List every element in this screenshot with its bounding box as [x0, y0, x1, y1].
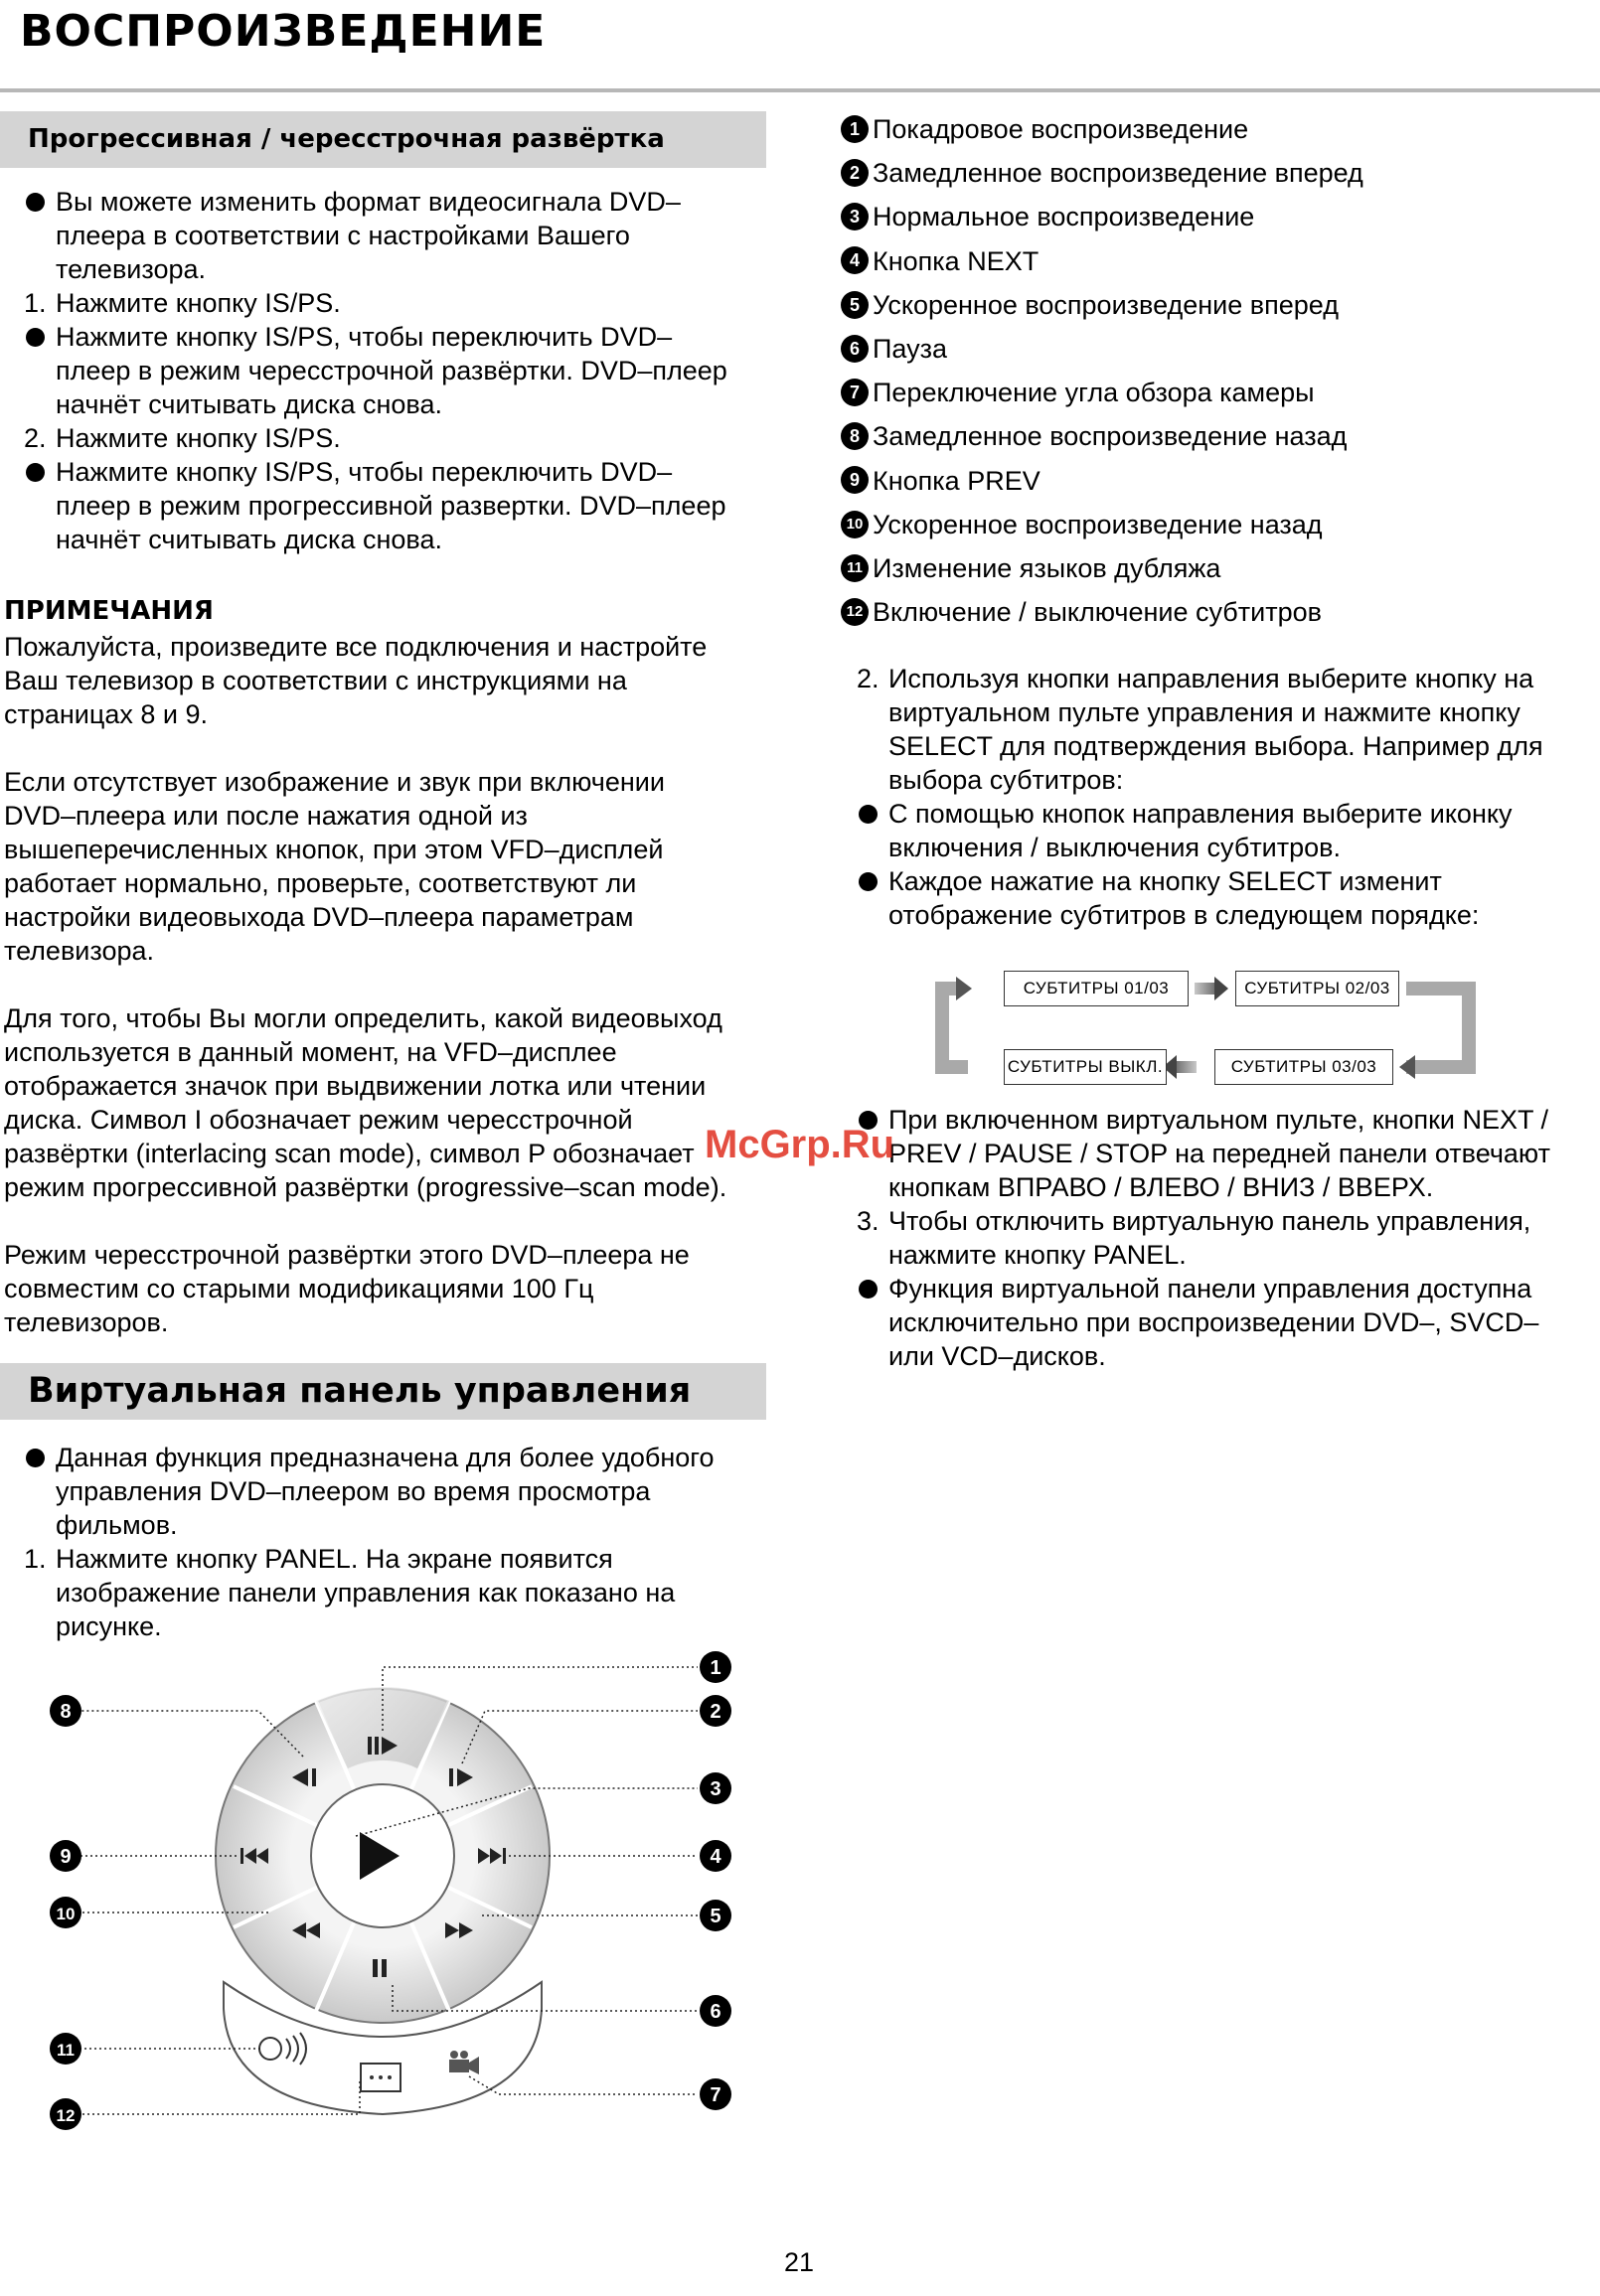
text-line: или VCD–дисков.: [888, 1341, 1106, 1371]
text-line: кнопкам ВПРАВО / ВЛЕВО / ВНИЗ / ВВЕРХ.: [888, 1172, 1434, 1202]
text-line: управления DVD–плеером во время просмотра фильмов.: [56, 1476, 651, 1540]
section-virtual-panel-title: Виртуальная панель управления: [28, 1371, 692, 1411]
note-line: телевизоров.: [4, 1307, 169, 1337]
legend-item: [841, 416, 1347, 456]
legend-item: [841, 241, 1039, 281]
subtitle-state-2: СУБТИТРЫ 02/03: [1235, 971, 1399, 1006]
note-line: отображается значок при выдвижении лотка или чтении: [4, 1071, 707, 1101]
bullet-icon: [26, 328, 45, 347]
subtitle-cycle-diagram: [934, 969, 1481, 1088]
note-line: Для того, чтобы Вы могли определить, какой видеовыход: [4, 1003, 722, 1033]
note-line: Ваш телевизор в соответствии с инструкциями на: [4, 666, 627, 695]
step-number: 2.: [857, 664, 880, 693]
list-item: [4, 421, 769, 455]
list-item: [4, 455, 769, 556]
cycle-path-left: [942, 989, 968, 1067]
panel-illustration: [40, 1639, 755, 2156]
arrow-right-icon: [1214, 977, 1228, 1000]
svg-text:3: 3: [710, 1778, 721, 1800]
legend-label: Кнопка NEXT: [873, 245, 1040, 276]
text-line: При включенном виртуальном пульте, кнопки NEXT /: [888, 1105, 1549, 1135]
list-item: [4, 320, 769, 421]
legend-number-badge: 2: [841, 159, 869, 187]
text-line: выбора субтитров:: [888, 765, 1124, 795]
callout-3: [700, 1772, 731, 1804]
bullet-icon: [26, 193, 45, 212]
svg-text:7: 7: [710, 2084, 721, 2106]
list-item: [4, 1441, 779, 1542]
legend-item: [841, 153, 1363, 193]
legend-label: Замедленное воспроизведение вперед: [873, 158, 1363, 189]
legend-item: [841, 197, 1254, 236]
note-line: работает нормально, проверьте, соответствуют ли: [4, 868, 637, 898]
list-item: [4, 185, 769, 286]
text-line: Чтобы отключить виртуальную панель управления,: [888, 1206, 1531, 1236]
list-item: [4, 1542, 779, 1643]
legend-number-badge: 11: [841, 554, 869, 582]
legend-item: [841, 505, 1323, 544]
text-line: начнёт считывать диска снова.: [56, 389, 442, 419]
text-line: PREV / PAUSE / STOP на передней панели отвечают: [888, 1139, 1550, 1168]
legend-label: Ускоренное воспроизведение вперед: [873, 289, 1339, 320]
callout-1: [700, 1651, 731, 1683]
svg-text:6: 6: [710, 2001, 721, 2023]
section-progressive-header: [0, 111, 766, 168]
text-line: телевизора.: [56, 254, 207, 284]
list-item: [837, 662, 1592, 797]
note-line: используется в данный момент, на VFD–дисплее: [4, 1037, 617, 1067]
callout-9: [50, 1840, 81, 1872]
paragraph-gap: [4, 1204, 779, 1238]
svg-text:4: 4: [710, 1846, 721, 1868]
svg-text:12: 12: [56, 2106, 76, 2125]
legend-item: [841, 548, 1220, 588]
list-item: [837, 797, 1592, 864]
bullet-icon: [26, 1449, 45, 1467]
text-line: включения / выключения субтитров.: [888, 833, 1342, 862]
text-line: Нажмите кнопку IS/PS.: [56, 288, 341, 318]
note-line: страницах 8 и 9.: [4, 699, 208, 729]
legend-number-badge: 3: [841, 203, 869, 230]
note-line: телевизора.: [4, 936, 155, 966]
virtual-panel-list: [4, 1441, 779, 1643]
instructions-panel: [837, 1103, 1597, 1373]
list-item: [4, 286, 769, 320]
text-line: рисунке.: [56, 1611, 162, 1641]
note-line: Режим чересстрочной развёртки этого DVD–плеера не: [4, 1240, 690, 1270]
paragraph-gap: [4, 968, 779, 1001]
svg-text:9: 9: [60, 1846, 72, 1868]
legend-number-badge: 5: [841, 291, 869, 319]
page-number: 21: [784, 2247, 815, 2277]
list-item: [837, 1272, 1597, 1373]
step-number: 1.: [24, 1544, 47, 1574]
legend-item: [841, 329, 947, 369]
legend-number-badge: 4: [841, 246, 869, 274]
page-title: ВОСПРОИЗВЕДЕНИЕ: [20, 6, 547, 57]
watermark: McGrp.Ru: [705, 1123, 895, 1166]
subtitle-state-off: СУБТИТРЫ ВЫКЛ.: [1004, 1049, 1167, 1085]
callout-5: [700, 1900, 731, 1931]
svg-text:8: 8: [60, 1701, 72, 1723]
text-line: С помощью кнопок направления выберите иконку: [888, 799, 1513, 829]
subtitle-state-3: СУБТИТРЫ 03/03: [1214, 1049, 1393, 1085]
callout-12: [50, 2098, 81, 2130]
legend-item: [841, 461, 1040, 501]
progressive-list: [4, 185, 769, 556]
note-line: Если отсутствует изображение и звук при включении: [4, 767, 665, 797]
text-line: Каждое нажатие на кнопку SELECT изменит: [888, 866, 1442, 896]
text-line: плеер в режим прогрессивной развертки. DVD–плеер: [56, 491, 726, 521]
text-line: Функция виртуальной панели управления доступна: [888, 1274, 1532, 1303]
text-line: Нажмите кнопку IS/PS, чтобы переключить DVD–: [56, 322, 673, 352]
legend-item: [841, 373, 1315, 412]
subtitle-icon: [361, 2064, 400, 2091]
callout-2: [700, 1695, 731, 1727]
bullet-icon: [26, 463, 45, 482]
callout-10: [50, 1897, 81, 1928]
legend-item: [841, 285, 1339, 325]
legend-label: Ускоренное воспроизведение назад: [873, 509, 1323, 539]
virtual-panel-diagram: [40, 1639, 755, 2156]
note-line: совместим со старыми модификациями 100 Гц: [4, 1274, 594, 1303]
step-number: 1.: [24, 288, 47, 318]
legend-label: Изменение языков дубляжа: [873, 553, 1221, 583]
legend-label: Переключение угла обзора камеры: [873, 378, 1315, 408]
text-line: отображение субтитров в следующем порядке:: [888, 900, 1480, 930]
note-line: режим прогрессивной развёртки (progressive–scan mode).: [4, 1172, 727, 1202]
note-line: развёртки (interlacing scan mode), символ P обозначает: [4, 1139, 695, 1168]
legend-label: Кнопка PREV: [873, 465, 1040, 496]
svg-text:10: 10: [56, 1905, 76, 1923]
text-line: начнёт считывать диска снова.: [56, 525, 442, 554]
note-line: вышеперечисленных кнопок, при этом VFD–дисплей: [4, 835, 664, 864]
legend-number-badge: 12: [841, 598, 869, 626]
notes-body: [4, 630, 779, 1339]
svg-text:2: 2: [710, 1701, 721, 1723]
text-line: SELECT для подтверждения выбора. Например для: [888, 731, 1543, 761]
section-progressive-title: Прогрессивная / чересстрочная развёртка: [28, 124, 665, 154]
svg-text:11: 11: [57, 2041, 75, 2060]
legend-number-badge: 1: [841, 115, 869, 143]
text-line: плеера в соответствии с настройками Вашего: [56, 221, 630, 250]
legend-label: Замедленное воспроизведение назад: [873, 421, 1348, 452]
legend-number-badge: 10: [841, 511, 869, 538]
legend-label: Покадровое воспроизведение: [873, 114, 1249, 144]
text-line: Нажмите кнопку IS/PS.: [56, 423, 341, 453]
text-line: Нажмите кнопку PANEL. На экране появится: [56, 1544, 613, 1574]
step-number: 2.: [24, 423, 47, 453]
note-line: диска. Символ I обозначает режим чересстрочной: [4, 1105, 633, 1135]
text-line: плеер в режим чересстрочной развёртки. DVD–плеер: [56, 356, 727, 385]
callout-7: [700, 2078, 731, 2110]
legend-number-badge: 7: [841, 379, 869, 406]
arrow-left-icon: [1399, 1055, 1415, 1079]
text-line: исключительно при воспроизведении DVD–, SVCD–: [888, 1307, 1539, 1337]
legend-number-badge: 6: [841, 335, 869, 363]
text-line: изображение панели управления как показано на: [56, 1578, 676, 1607]
callout-6: [700, 1995, 731, 2027]
list-item: [837, 1103, 1597, 1204]
legend-label: Нормальное воспроизведение: [873, 202, 1255, 232]
text-line: нажмите кнопку PANEL.: [888, 1240, 1187, 1270]
legend-label: Включение / выключение субтитров: [873, 597, 1322, 628]
text-line: Нажмите кнопку IS/PS, чтобы переключить DVD–: [56, 457, 673, 487]
legend-number-badge: 8: [841, 422, 869, 450]
arrow-bar: [1195, 983, 1216, 995]
legend-item: [841, 592, 1322, 632]
instructions-select: [837, 662, 1592, 932]
note-line: Пожалуйста, произведите все подключения и настройте: [4, 632, 708, 662]
text-line: Вы можете изменить формат видеосигнала DVD–: [56, 187, 681, 217]
svg-text:1: 1: [710, 1657, 721, 1679]
text-line: виртуальном пульте управления и нажмите кнопку: [888, 697, 1520, 727]
list-item: [837, 864, 1592, 932]
legend-number-badge: 9: [841, 466, 869, 494]
notes-heading: ПРИМЕЧАНИЯ: [4, 596, 214, 626]
subtitle-state-1: СУБТИТРЫ 01/03: [1004, 971, 1189, 1006]
bullet-icon: [859, 872, 878, 891]
legend-item: [841, 109, 1248, 149]
legend-label: Пауза: [873, 334, 948, 364]
arrow-bar: [1175, 1061, 1197, 1073]
bullet-icon: [859, 1280, 878, 1299]
step-number: 3.: [857, 1206, 880, 1236]
note-line: DVD–плеера или после нажатия одной из: [4, 801, 528, 831]
text-line: Данная функция предназначена для более удобного: [56, 1443, 715, 1472]
list-item: [837, 1204, 1597, 1272]
svg-text:5: 5: [710, 1906, 721, 1927]
title-divider: [0, 88, 1600, 92]
callout-8: [50, 1695, 81, 1727]
bullet-icon: [859, 805, 878, 824]
arrow-right-icon: [956, 977, 972, 1000]
callout-4: [700, 1840, 731, 1872]
callout-11: [50, 2033, 81, 2065]
cycle-path-right: [1406, 989, 1469, 1067]
note-line: настройки видеовыхода DVD–плеера параметрам: [4, 902, 634, 932]
section-virtual-panel-header: [0, 1363, 766, 1420]
text-line: Используя кнопки направления выберите кнопку на: [888, 664, 1534, 693]
paragraph-gap: [4, 731, 779, 765]
